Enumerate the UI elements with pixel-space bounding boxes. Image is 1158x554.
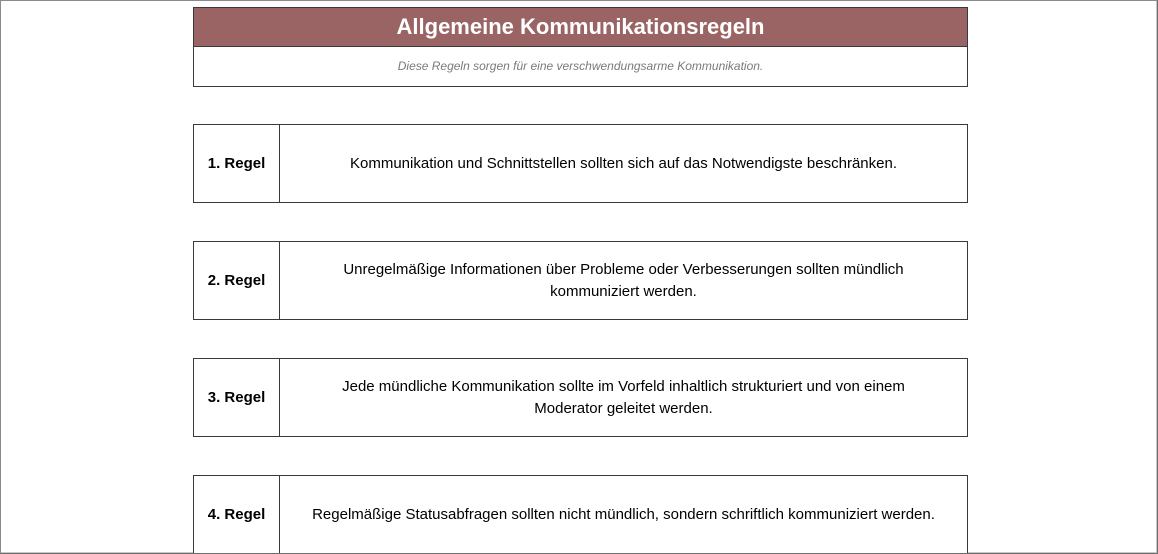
rule-label: 3. Regel xyxy=(194,359,280,436)
rule-text xyxy=(280,125,967,202)
rule-text xyxy=(280,242,967,319)
rule-row-1 xyxy=(193,124,968,203)
rule-row-4 xyxy=(193,475,968,554)
rule-text xyxy=(280,359,967,436)
rule-text-line: kommuniziert werden. xyxy=(550,282,697,300)
rule-label: 4. Regel xyxy=(194,476,280,553)
rule-text-line: Regelmäßige Statusabfragen sollten nicht mündlich, sondern schriftlich kommuniziert werden. xyxy=(312,505,935,523)
header-table xyxy=(193,7,968,87)
rule-row-3 xyxy=(193,358,968,437)
rule-label: 2. Regel xyxy=(194,242,280,319)
rule-text-line: Unregelmäßige Informationen über Probleme oder Verbesserungen sollten mündlich xyxy=(343,260,904,278)
page-subtitle: Diese Regeln sorgen für eine verschwendungsarme Kommunikation. xyxy=(397,59,764,73)
rule-text-line: Kommunikation und Schnittstellen sollten sich auf das Notwendigste beschränken. xyxy=(350,154,897,172)
rule-row-2 xyxy=(193,241,968,320)
rule-text xyxy=(280,476,967,553)
rule-text-line: Moderator geleitet werden. xyxy=(534,399,713,417)
rule-text-line: Jede mündliche Kommunikation sollte im Vorfeld inhaltlich strukturiert und von einem xyxy=(342,377,905,395)
page-title: Allgemeine Kommunikationsregeln xyxy=(194,8,967,47)
rule-label: 1. Regel xyxy=(194,125,280,202)
